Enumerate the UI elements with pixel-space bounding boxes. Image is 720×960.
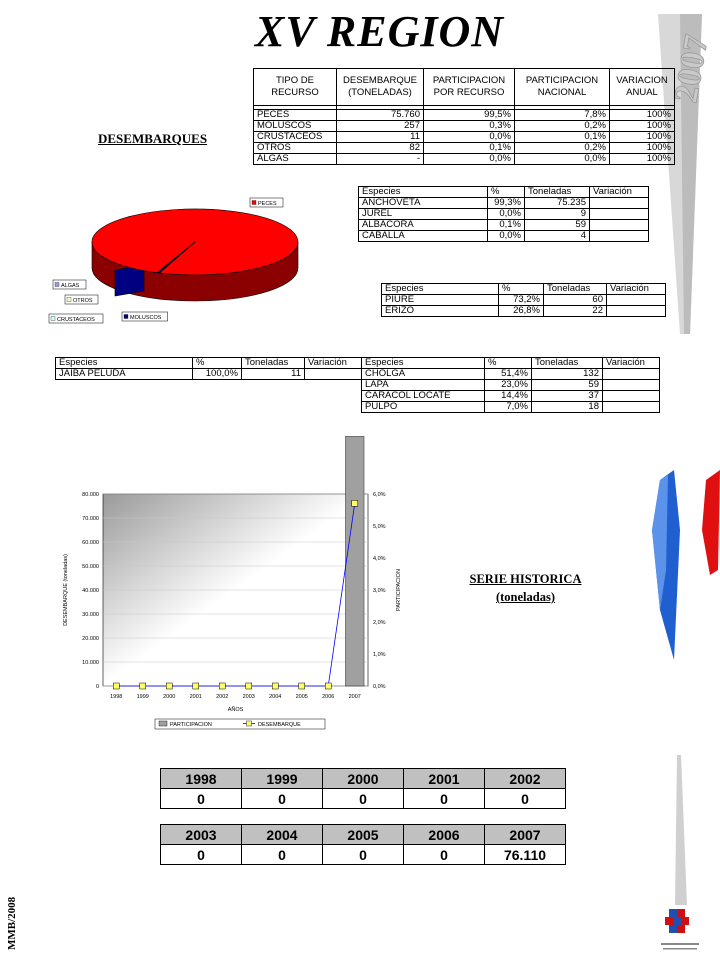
y-tick-label: 20.000 [82,636,99,642]
table-cell: ALGAS [254,154,337,165]
table-cell [607,306,666,317]
peces-species-table [358,186,649,242]
year-value: 0 [323,789,404,809]
table-cell: - [337,154,424,165]
point-2007 [352,500,358,506]
table-row [362,391,660,402]
point-2005 [299,683,305,689]
column-header: Variación [603,358,660,369]
y-tick-label: 80.000 [82,492,99,498]
table-cell: 37 [532,391,603,402]
table-cell: 0,1% [488,220,525,231]
historical-chart [55,483,405,738]
table-cell: 0,0% [424,154,515,165]
column-header: Toneladas [242,358,305,369]
pie-legend-label: OTROS [73,298,93,304]
bar-2007 [345,436,364,686]
table-cell: 18 [532,402,603,413]
legend-label: PARTICIPACION [170,722,212,728]
logo-block-red [681,917,689,925]
year-value: 76.110 [485,845,566,865]
otros-species-table [381,283,666,317]
y2-tick-label: 4,0% [373,556,386,562]
table-header-row [254,69,675,106]
x-tick-label: 1998 [110,694,123,700]
table-cell [603,402,660,413]
year-header: 2004 [242,825,323,845]
table-cell: 0,2% [515,143,610,154]
table-cell: PIURE [382,295,499,306]
table-row [362,369,660,380]
year-header: 2006 [404,825,485,845]
table-cell: 59 [525,220,590,231]
y-tick-label: 70.000 [82,516,99,522]
table-cell [607,295,666,306]
y2-tick-label: 5,0% [373,524,386,530]
y-tick-label: 0 [95,684,99,690]
year-header: 1999 [242,769,323,789]
column-header: Toneladas [532,358,603,369]
point-2006 [325,683,331,689]
table-row [359,198,649,209]
column-header: Variación [590,187,649,198]
pie-legend-swatch [124,315,128,319]
table-cell: 100,0% [193,369,242,380]
year-value: 0 [242,845,323,865]
year-table-1 [160,768,566,809]
crustaceos-species-table [55,357,362,380]
x-tick-label: 2007 [348,694,361,700]
table-cell: 100% [610,110,675,121]
table-row [359,209,649,220]
y2-tick-label: 6,0% [373,492,386,498]
column-header: PARTICIPACION POR RECURSO [424,69,515,106]
table-cell: 7,8% [515,110,610,121]
year-header: 2005 [323,825,404,845]
table-header-row [359,187,649,198]
logo-block-blue [669,925,677,933]
column-header: Variación [305,358,362,369]
point-2003 [246,683,252,689]
red-crystal [702,470,720,575]
table-cell [603,380,660,391]
year-header: 2003 [161,825,242,845]
table-cell: 100% [610,154,675,165]
table-cell: 75.760 [337,110,424,121]
column-header: Variación [607,284,666,295]
year-header: 2001 [404,769,485,789]
table-cell [590,220,649,231]
y2-tick-label: 2,0% [373,620,386,626]
table-header-row [382,284,666,295]
serie-historica-label [463,570,588,606]
year-value: 0 [242,789,323,809]
table-cell: 11 [242,369,305,380]
table-cell: 60 [544,295,607,306]
table-cell: 75.235 [525,198,590,209]
desembarques-label: DESEMBARQUES [98,131,208,146]
table-cell: 132 [532,369,603,380]
legend-label: DESEMBARQUE [258,722,301,728]
crystal-decoration [640,470,720,670]
table-cell: 9 [525,209,590,220]
logo-block-red [677,925,685,933]
year-banner-text: 2007 [667,31,716,106]
table-cell [603,391,660,402]
y-tick-label: 60.000 [82,540,99,546]
table-cell: CARACOL LOCATE [362,391,485,402]
column-header: TIPO DE RECURSO [254,69,337,106]
table-row [359,220,649,231]
table-row [56,369,362,380]
table-row [382,295,666,306]
y-tick-label: 50.000 [82,564,99,570]
table-cell: 0,1% [515,132,610,143]
pie-legend-label: CRUSTACEOS [57,317,95,323]
table-cell: MOLUSCOS [254,121,337,132]
logo-block-red [677,909,685,917]
table-header-row [161,769,566,789]
table-row [161,789,566,809]
x-tick-label: 2002 [216,694,229,700]
column-header: Especies [56,358,193,369]
point-1998 [113,683,119,689]
column-header: % [488,187,525,198]
table-cell: 22 [544,306,607,317]
table-cell: LAPA [362,380,485,391]
table-cell: 23,0% [485,380,532,391]
table-cell: 100% [610,121,675,132]
moluscos-species-table [361,357,660,413]
year-value: 0 [485,789,566,809]
legend-swatch-marker [247,721,252,726]
x-tick-label: 2001 [189,694,202,700]
logo-block-blue [673,917,681,925]
column-header: Especies [382,284,499,295]
pie-legend-swatch [55,283,59,287]
grey-decoration [665,755,695,915]
table-cell: 26,8% [499,306,544,317]
x-tick-label: 2004 [269,694,282,700]
table-cell: JAIBA PELUDA [56,369,193,380]
table-cell: ANCHOVETA [359,198,488,209]
x-axis-label: AÑOS [227,707,244,713]
table-row [254,110,675,121]
pie-legend-label: MOLUSCOS [130,315,162,321]
table-cell: 59 [532,380,603,391]
grey-bar [675,755,687,905]
table-cell: CABALLA [359,231,488,242]
table-cell: 7,0% [485,402,532,413]
y-tick-label: 10.000 [82,660,99,666]
pie-legend-swatch [51,317,55,321]
table-cell [590,198,649,209]
table-cell: 100% [610,143,675,154]
x-tick-label: 2000 [163,694,176,700]
logo-block-red [665,917,673,925]
table-header-row [161,825,566,845]
table-header-row [56,358,362,369]
table-cell: ALBACORA [359,220,488,231]
legend-swatch-bar [159,721,167,726]
table-cell: OTROS [254,143,337,154]
table-cell: CHOLGA [362,369,485,380]
pie-chart [45,185,295,335]
year-table-2 [160,824,566,865]
y2-tick-label: 0,0% [373,684,386,690]
point-1999 [140,683,146,689]
y2-tick-label: 1,0% [373,652,386,658]
column-header: Toneladas [544,284,607,295]
year-value: 0 [161,789,242,809]
table-row [359,231,649,242]
logo-caption-line [661,943,699,945]
column-header: % [193,358,242,369]
pie-legend-label: ALGAS [61,283,80,289]
table-cell: ERIZO [382,306,499,317]
main-resource-table [253,68,675,165]
table-cell: 99,3% [488,198,525,209]
table-cell: 0,3% [424,121,515,132]
table-header-row [362,358,660,369]
logo-block-blue [669,909,677,917]
table-cell: 73,2% [499,295,544,306]
year-value: 0 [323,845,404,865]
table-row [362,402,660,413]
table-row [382,306,666,317]
year-value: 0 [404,789,485,809]
table-cell: 4 [525,231,590,242]
column-header: Toneladas [525,187,590,198]
y-tick-label: 30.000 [82,612,99,618]
year-header: 1998 [161,769,242,789]
table-cell [590,231,649,242]
column-header: DESEMBARQUE (TONELADAS) [337,69,424,106]
gobierno-logo [655,905,705,957]
table-cell: 0,0% [488,209,525,220]
y2-tick-label: 3,0% [373,588,386,594]
y-tick-label: 40.000 [82,588,99,594]
table-cell: 11 [337,132,424,143]
x-tick-label: 2003 [242,694,255,700]
point-2002 [219,683,225,689]
pie-legend-swatch [252,201,256,205]
logo-caption-line [663,948,697,950]
table-cell: 100% [610,132,675,143]
table-cell: 0,0% [488,231,525,242]
column-header: % [499,284,544,295]
table-cell: 51,4% [485,369,532,380]
serie-historica-unit: (toneladas) [495,590,556,604]
column-header: PARTICIPACION NACIONAL [515,69,610,106]
table-cell: 0,1% [424,143,515,154]
point-2001 [193,683,199,689]
table-row [362,380,660,391]
table-cell: 14,4% [485,391,532,402]
table-cell: 0,0% [424,132,515,143]
page-title: XV REGION [255,7,505,56]
x-tick-label: 2006 [322,694,335,700]
table-cell [603,369,660,380]
year-value: 0 [404,845,485,865]
table-cell [305,369,362,380]
serie-historica-title: SERIE HISTORICA [469,572,582,586]
table-row [254,121,675,132]
year-header: 2000 [323,769,404,789]
pie-legend-label: PECES [258,201,277,207]
table-cell: 99,5% [424,110,515,121]
table-cell: PULPO [362,402,485,413]
table-row [254,132,675,143]
y-axis-label: DESEMBARQUE (toneladas) [63,554,69,626]
pie-legend-swatch [67,298,71,302]
table-cell: 0,2% [515,121,610,132]
y2-axis-label: PARTICIPACION [396,569,402,611]
table-cell [590,209,649,220]
year-value: 0 [161,845,242,865]
year-header: 2002 [485,769,566,789]
table-cell: PECES [254,110,337,121]
table-row [254,143,675,154]
table-cell: JUREL [359,209,488,220]
footer-code: MMB/2008 [6,896,18,950]
column-header: Especies [359,187,488,198]
column-header: % [485,358,532,369]
x-tick-label: 2005 [295,694,308,700]
table-row [254,154,675,165]
table-cell: 257 [337,121,424,132]
table-cell: 0,0% [515,154,610,165]
x-tick-label: 1999 [136,694,149,700]
point-2004 [272,683,278,689]
point-2000 [166,683,172,689]
column-header: Especies [362,358,485,369]
year-header: 2007 [485,825,566,845]
table-cell: CRUSTACEOS [254,132,337,143]
table-cell: 82 [337,143,424,154]
table-row [161,845,566,865]
column-header: VARIACION ANUAL [610,69,675,106]
